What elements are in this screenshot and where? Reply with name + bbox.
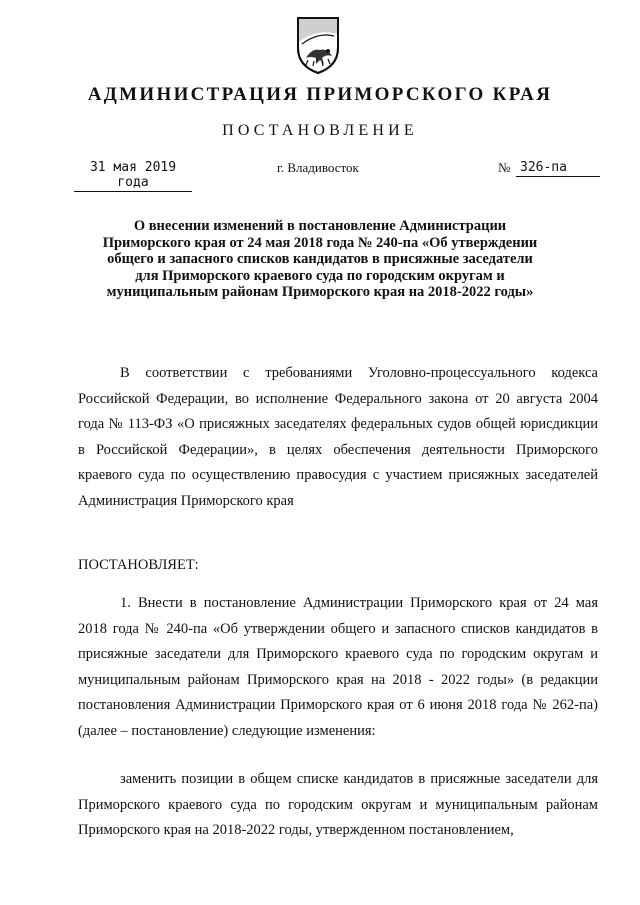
document-type: ПОСТАНОВЛЕНИЕ <box>222 122 418 139</box>
resolves-heading: ПОСТАНОВЛЯЕТ: <box>78 557 199 573</box>
coat-of-arms-icon <box>286 14 350 76</box>
document-title: О внесении изменений в постановление Администрации Приморского края от 24 мая 2018 года № 240-па «Об утверждении общего и запасного списков кандидатов в присяжные заседатели для Приморского краевого суда по городским округам и муниципальным районам Приморского края на 2018-2022 годы» <box>102 218 538 300</box>
preamble-paragraph: В соответствии с требованиями Уголовно-процессуального кодекса Российской Федерации, во исполнение Федерального закона от 20 августа 2004 года № 113-ФЗ «О присяжных заседателях федеральных судов общей юрисдикции в Российской Федерации», в целях обеспечения деятельности Приморского краевого суда по осуществлению правосудия с участием присяжных заседателей Администрация Приморского края <box>78 365 598 509</box>
document-number: 326-па <box>516 160 600 177</box>
item-1-paragraph: 1. Внести в постановление Администрации Приморского края от 24 мая 2018 года № 240-па «Об утверждении общего и запасного списков кандидатов в присяжные заседатели для Приморского краевого суда по городским округам и муниципальным районам Приморского края на 2018 - 2022 годы» (в редакции постановления Администрации Приморского края от 6 июня 2018 года № 262-па) (далее – постановление) следующие изменения: <box>78 595 598 739</box>
item-1-sub-paragraph: заменить позиции в общем списке кандидатов в присяжные заседатели для Приморского краевого суда по городским округам и муниципальным районам Приморского края на 2018-2022 годы, утвержденном постановлением, <box>78 771 598 838</box>
document-date: 31 мая 2019 года <box>74 160 192 192</box>
document-city: г. Владивосток <box>277 160 359 175</box>
document-number-label: № <box>498 160 511 175</box>
organization-name: АДМИНИСТРАЦИЯ ПРИМОРСКОГО КРАЯ <box>87 84 553 105</box>
